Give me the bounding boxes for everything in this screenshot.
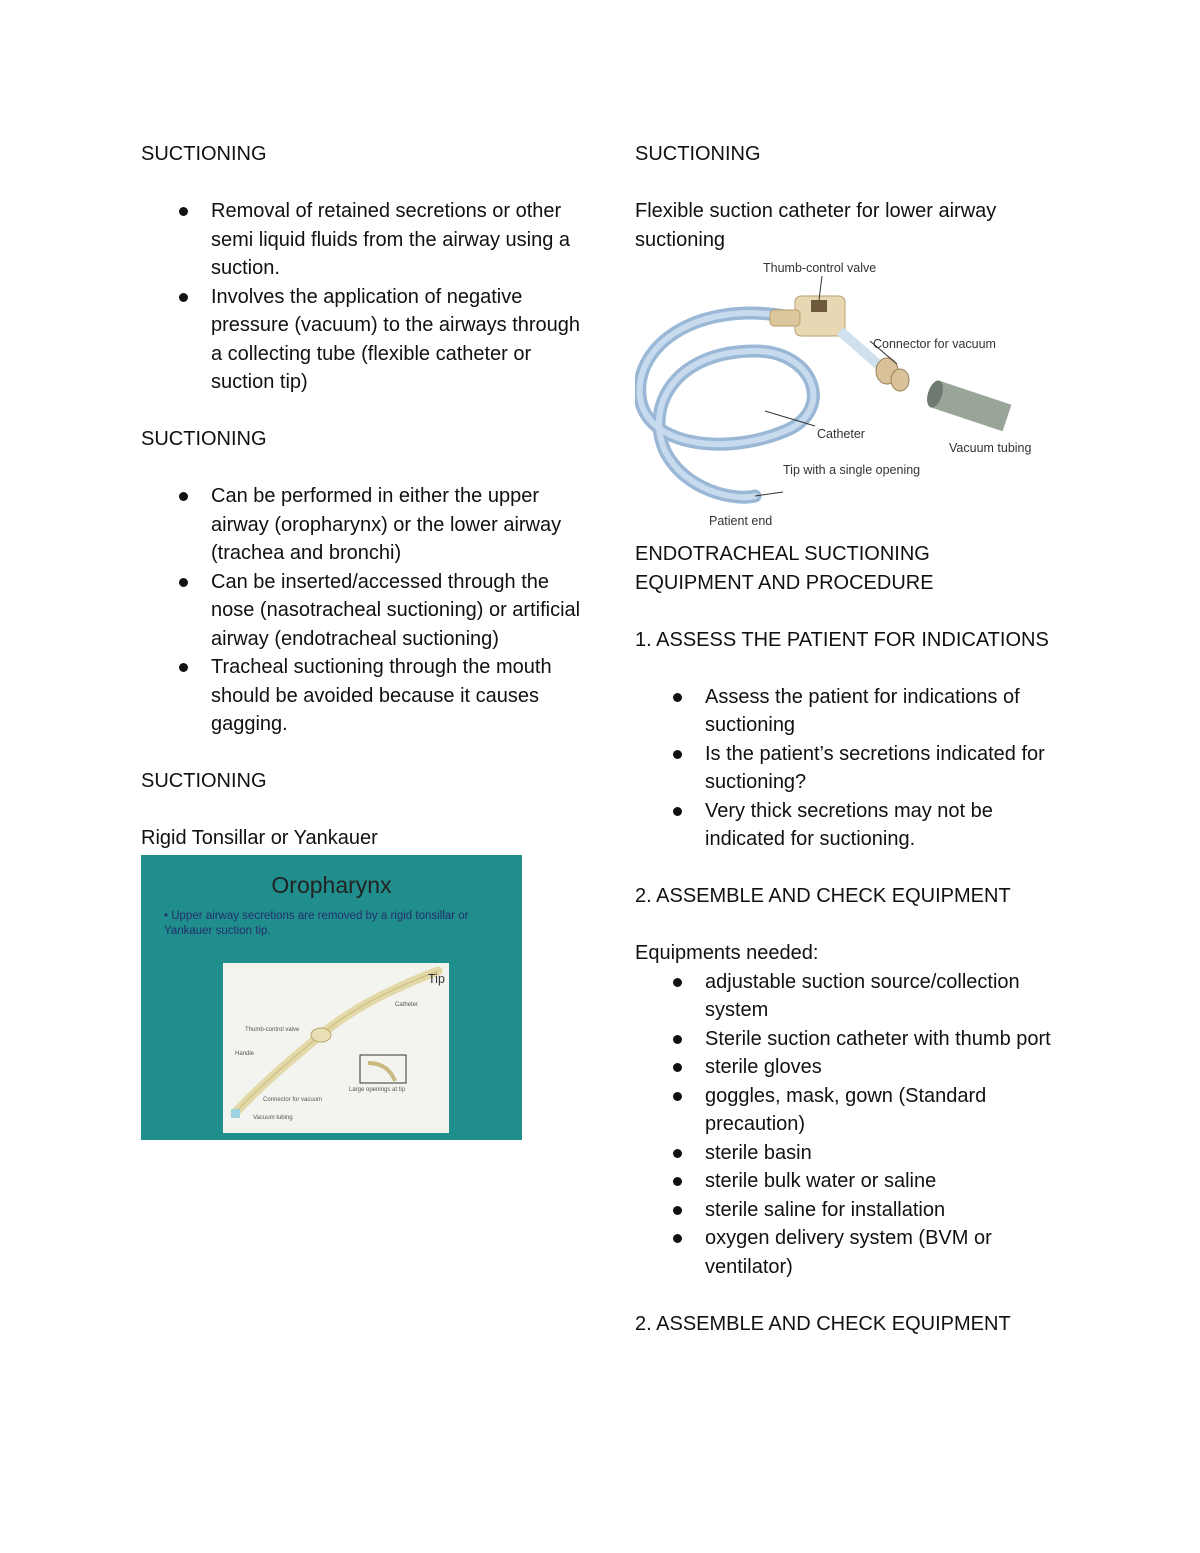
list-item: Removal of retained secretions or other semi liquid fluids from the airway using a suction. — [141, 197, 581, 283]
label-catheter: Catheter — [395, 1001, 419, 1008]
yankauer-diagram — [223, 963, 449, 1133]
label-large-openings: Large openings at tip — [349, 1086, 406, 1093]
list-item: sterile saline for installation — [635, 1196, 1065, 1225]
label-tip: Tip — [428, 971, 445, 986]
list-item: sterile gloves — [635, 1053, 1065, 1082]
label-catheter: Catheter — [817, 427, 865, 441]
list-item: Can be inserted/accessed through the nose (nasotracheal suctioning) or artificial airway (endotracheal suctioning) — [141, 568, 581, 654]
label-thumb-valve: Thumb-control valve — [245, 1026, 300, 1033]
list-item: Sterile suction catheter with thumb port — [635, 1025, 1065, 1054]
section-heading: SUCTIONING — [141, 428, 267, 450]
section-heading-line1: ENDOTRACHEAL SUCTIONING — [635, 543, 930, 565]
list-item: sterile basin — [635, 1139, 1065, 1168]
list-item: Involves the application of negative pressure (vacuum) to the airways through a collecting tube (flexible catheter or suction tip) — [141, 283, 581, 397]
list-item: goggles, mask, gown (Standard precaution) — [635, 1082, 1065, 1139]
section-heading: SUCTIONING — [141, 770, 267, 792]
list-item: Is the patient’s secretions indicated for suctioning? — [635, 740, 1065, 797]
label-handle: Handle — [235, 1050, 255, 1057]
yankauer-slide-image — [141, 855, 522, 1140]
section-heading: SUCTIONING — [635, 143, 761, 165]
right-column — [635, 140, 1065, 1338]
figure-caption: Flexible suction catheter for lower airway suctioning — [635, 200, 997, 251]
label-patient-end: Patient end — [709, 514, 773, 526]
section-heading: 2. ASSEMBLE AND CHECK EQUIPMENT — [635, 885, 1011, 907]
list-item: Assess the patient for indications of suctioning — [635, 683, 1065, 740]
list-item: Very thick secretions may not be indicated for suctioning. — [635, 797, 1065, 854]
section-heading-line2: EQUIPMENT AND PROCEDURE — [635, 571, 934, 594]
label-tip-single-opening: Tip with a single opening — [783, 463, 921, 477]
list-item: sterile bulk water or saline — [635, 1167, 1065, 1196]
label-vacuum-tubing: Vacuum tubing — [949, 441, 1032, 455]
label-vacuum-tubing: Vacuum tubing — [253, 1114, 293, 1121]
section-heading: SUCTIONING — [141, 143, 267, 165]
equipment-list — [635, 968, 1065, 1282]
connector-fitting — [876, 358, 909, 391]
figure-caption: Rigid Tonsillar or Yankauer — [141, 827, 378, 849]
list-item: Can be performed in either the upper airway (oropharynx) or the lower airway (trachea and bronchi) — [141, 482, 581, 568]
suction-catheter-figure — [635, 256, 1045, 526]
label-connector-for-vacuum: Connector for vacuum — [873, 337, 996, 351]
left-column — [141, 140, 581, 1140]
slide-bullet-text: Upper airway secretions are removed by a rigid tonsillar or Yankauer suction tip. — [164, 909, 469, 937]
slide-title: Oropharynx — [271, 871, 392, 898]
slide-bullet: • Upper airway secretions are removed by a rigid tonsillar or Yankauer suction tip. — [164, 909, 469, 937]
list-item: Tracheal suctioning through the mouth should be avoided because it causes gagging. — [141, 653, 581, 739]
equipment-intro: Equipments needed: — [635, 942, 819, 964]
bullet-list — [635, 683, 1065, 854]
label-connector: Connector for vacuum — [263, 1096, 323, 1103]
bullet-list — [141, 197, 581, 397]
label-thumb-control-valve: Thumb-control valve — [763, 261, 877, 275]
list-item: oxygen delivery system (BVM or ventilator) — [635, 1224, 1065, 1281]
yankauer-illustration — [223, 963, 449, 1133]
list-item: adjustable suction source/collection system — [635, 968, 1065, 1025]
bullet-list — [141, 482, 581, 739]
section-heading: 1. ASSESS THE PATIENT FOR INDICATIONS — [635, 628, 1049, 651]
section-heading: 2. ASSEMBLE AND CHECK EQUIPMENT — [635, 1312, 1011, 1335]
